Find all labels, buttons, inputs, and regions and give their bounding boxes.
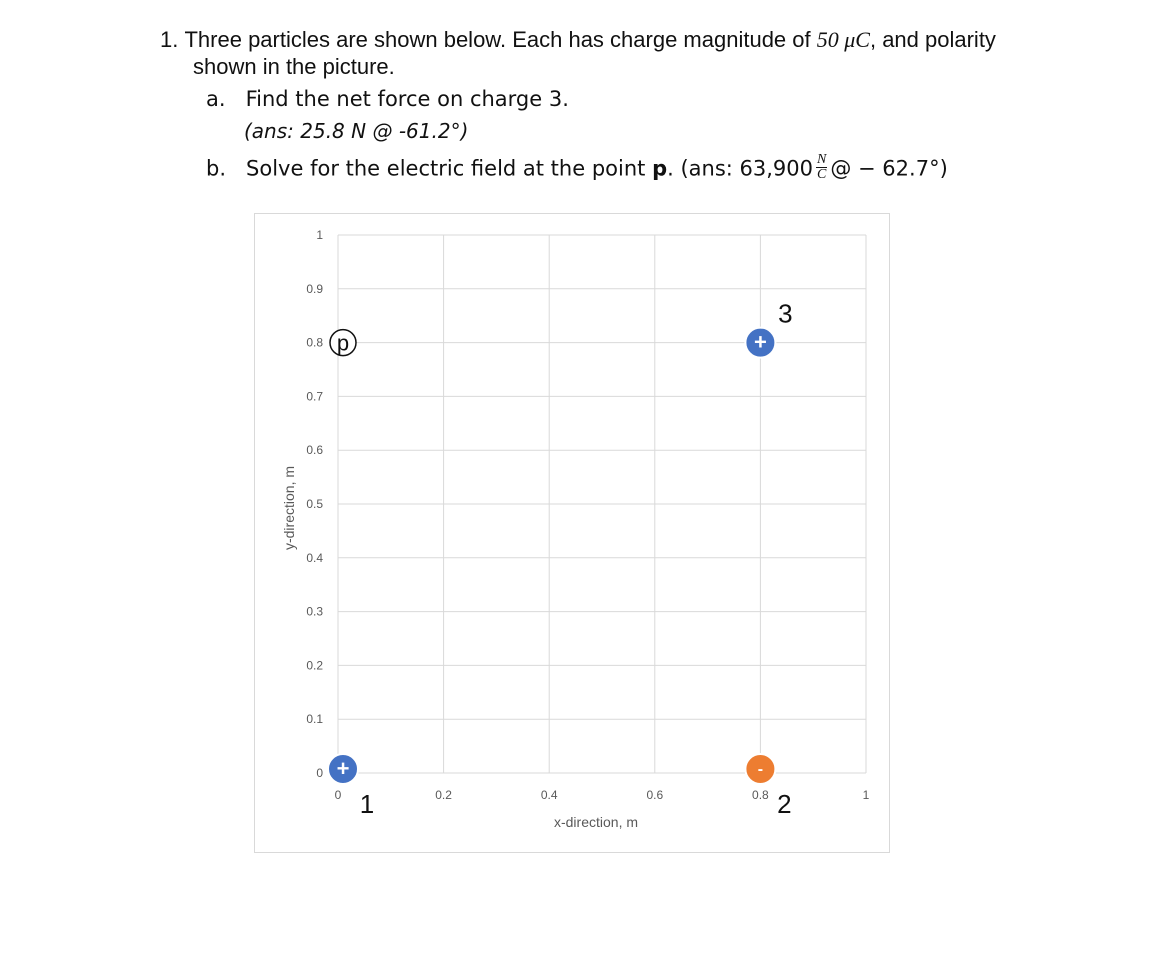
y-tick-label: 0.1 (306, 712, 323, 727)
x-tick-label: 0.2 (435, 788, 452, 802)
part-b-point: p (652, 156, 668, 181)
part-b-label: b. (206, 156, 227, 181)
part-a-label: a. (206, 87, 226, 111)
unit-denominator: C (817, 167, 827, 182)
y-tick-label: 0.3 (306, 604, 323, 619)
y-tick-label: 0.7 (306, 389, 323, 404)
problem-number: 1. (160, 27, 179, 52)
y-tick-label: 0.6 (306, 443, 323, 458)
x-tick-label: 0 (334, 788, 342, 802)
part-b-answer: . (ans: 63,900 (667, 156, 814, 181)
y-tick-label: 0.8 (306, 335, 323, 350)
charge-magnitude: 50 μC (816, 27, 870, 52)
charge-3-label: 3 (778, 298, 793, 329)
charge-1-sign: + (336, 756, 350, 781)
x-tick-label: 0.6 (646, 788, 664, 802)
y-tick-label: 1 (316, 228, 323, 242)
x-tick-label: 1 (862, 788, 870, 802)
y-tick-label: 0 (316, 766, 323, 780)
charge-1-label: 1 (359, 789, 375, 819)
problem-intro-2: , and polarity (869, 27, 996, 52)
charge-2-label: 2 (777, 789, 792, 819)
part-b-angle: @ − 62.7°) (830, 156, 948, 181)
part-a-answer: (ans: 25.8 N @ -61.2°) (244, 119, 469, 143)
y-tick-label: 0.9 (306, 281, 323, 296)
problem-intro-1: Three particles are shown below. Each has charge magnitude of (184, 27, 817, 52)
charge-3-sign: + (753, 329, 767, 355)
y-axis-title: y-direction, m (281, 465, 297, 551)
y-tick-label: 0.5 (306, 497, 323, 511)
part-b-text: Solve for the electric field at the point (246, 156, 653, 181)
y-tick-label: 0.4 (306, 550, 323, 565)
x-axis-title: x-direction, m (553, 814, 639, 830)
point-p-label: p (336, 330, 350, 356)
part-a-text: Find the net force on charge 3. (245, 87, 569, 111)
charge-2-sign: - (757, 761, 764, 778)
y-tick-label: 0.2 (306, 658, 323, 673)
unit-numerator: N (817, 152, 827, 167)
x-tick-label: 0.4 (540, 788, 558, 802)
problem-line-2: shown in the picture. (193, 54, 395, 79)
x-tick-label: 0.8 (752, 788, 769, 802)
